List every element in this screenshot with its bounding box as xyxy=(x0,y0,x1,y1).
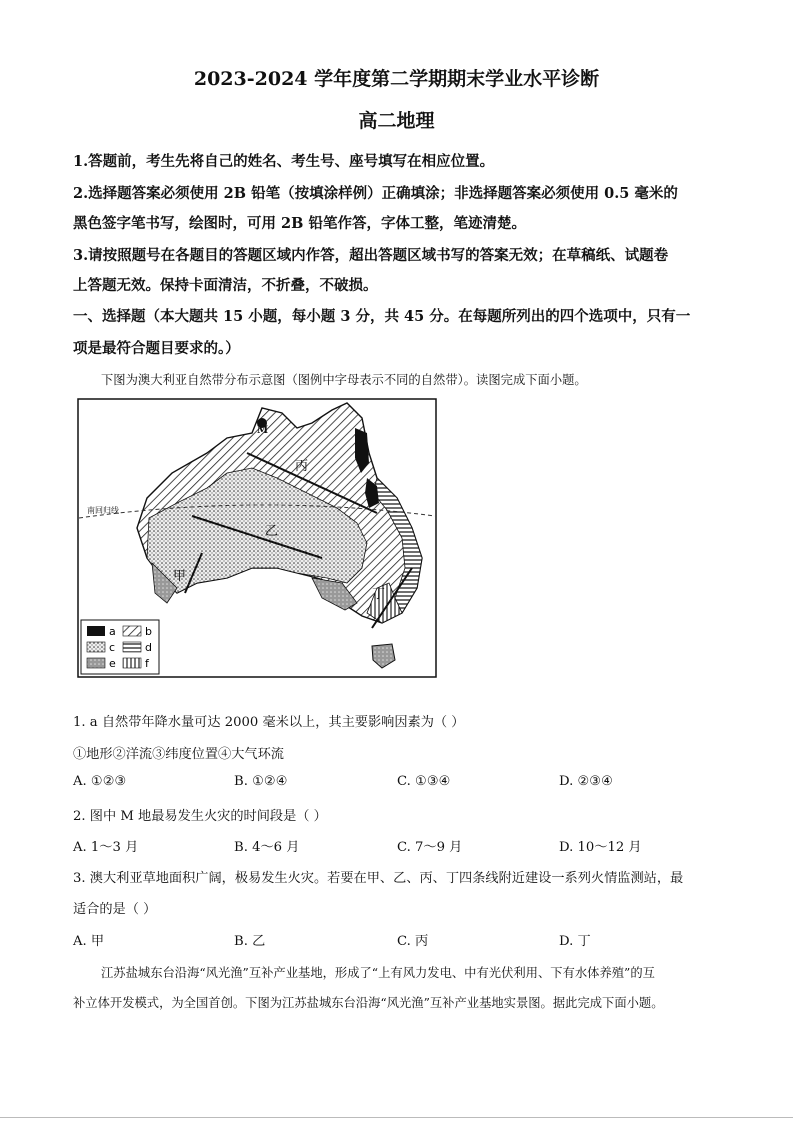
map-intro: 下图为澳大利亚自然带分布示意图（图例中字母表示不同的自然带）。读图完成下面小题。 xyxy=(101,373,587,387)
australia-vegetation-map xyxy=(77,398,437,678)
label-ding: 丁 xyxy=(372,587,386,602)
question-1-sub: ①地形②洋流③纬度位置④大气环流 xyxy=(73,747,284,762)
legend-c-swatch xyxy=(87,642,105,652)
legend-a-swatch xyxy=(87,626,105,636)
instruction-2a: 2.选择题答案必须使用 2B 铅笔（按填涂样例）正确填涂；非选择题答案必须使用 0.5 毫米的 xyxy=(73,185,678,202)
tropic-label: 南回归线 xyxy=(87,506,119,515)
legend-b-swatch xyxy=(123,626,141,636)
section-heading-1: 一、选择题（本大题共 15 小题，每小题 3 分，共 45 分。在每题所列出的四个选项中，只有一 xyxy=(73,308,691,325)
q1-option-b[interactable]: B. ①②④ xyxy=(234,774,288,789)
legend-c: c xyxy=(109,641,116,654)
question-2-stem: 2. 图中 M 地最易发生火灾的时间段是（ ） xyxy=(73,809,327,824)
q3-option-d[interactable]: D. 丁 xyxy=(559,934,591,949)
passage-line-2: 补立体开发模式，为全国首创。下图为江苏盐城东台沿海“风光渔”互补产业基地实景图。据此完成下面小题。 xyxy=(73,996,664,1010)
instruction-3a: 3.请按照题号在各题目的答题区域内作答，超出答题区域书写的答案无效；在草稿纸、试题卷 xyxy=(73,247,669,264)
q2-option-a[interactable]: A. 1～3 月 xyxy=(73,840,139,855)
legend-f: f xyxy=(145,657,149,670)
label-jia: 甲 xyxy=(173,569,187,584)
label-m: M xyxy=(257,425,269,436)
label-bing: 丙 xyxy=(295,459,309,474)
legend-f-swatch xyxy=(123,658,141,668)
legend-e: e xyxy=(109,657,116,670)
section-heading-2: 项是最符合题目要求的。） xyxy=(73,340,240,357)
legend-e-swatch xyxy=(87,658,105,668)
subject-title: 高二地理 xyxy=(358,110,435,132)
legend-d-swatch xyxy=(123,642,141,652)
q3-option-c[interactable]: C. 丙 xyxy=(397,934,429,949)
q3-option-a[interactable]: A. 甲 xyxy=(73,934,105,949)
question-3-stem: 3. 澳大利亚草地面积广阔，极易发生火灾。若要在甲、乙、丙、丁四条线附近建设一系列火情监测站，最 xyxy=(73,871,684,886)
instruction-1: 1.答题前，考生先将自己的姓名、考生号、座号填写在相应位置。 xyxy=(73,153,495,170)
q2-option-b[interactable]: B. 4～6 月 xyxy=(234,840,300,855)
question-1-stem: 1. a 自然带年降水量可达 2000 毫米以上，其主要影响因素为（ ） xyxy=(73,715,465,730)
q3-option-b[interactable]: B. 乙 xyxy=(234,934,266,949)
label-yi: 乙 xyxy=(265,524,279,539)
page-bottom-rule xyxy=(0,1117,793,1118)
legend-b: b xyxy=(145,625,152,638)
q1-option-a[interactable]: A. ①②③ xyxy=(73,774,127,789)
question-3-stem-2: 适合的是（ ） xyxy=(73,902,157,917)
q2-option-d[interactable]: D. 10～12 月 xyxy=(559,840,642,855)
instruction-2b: 黑色签字笔书写，绘图时，可用 2B 铅笔作答，字体工整，笔迹清楚。 xyxy=(73,215,526,232)
exam-title: 2023-2024 学年度第二学期期末学业水平诊断 xyxy=(193,68,600,90)
passage-line-1: 江苏盐城东台沿海“风光渔”互补产业基地，形成了“上有风力发电、中有光伏利用、下有水体养殖”的互 xyxy=(101,966,655,980)
legend-a: a xyxy=(109,625,116,638)
q2-option-c[interactable]: C. 7～9 月 xyxy=(397,840,463,855)
legend-d: d xyxy=(145,641,152,654)
q1-option-d[interactable]: D. ②③④ xyxy=(559,774,613,789)
q1-option-c[interactable]: C. ①③④ xyxy=(397,774,451,789)
instruction-3b: 上答题无效。保持卡面清洁，不折叠，不破损。 xyxy=(73,277,378,294)
